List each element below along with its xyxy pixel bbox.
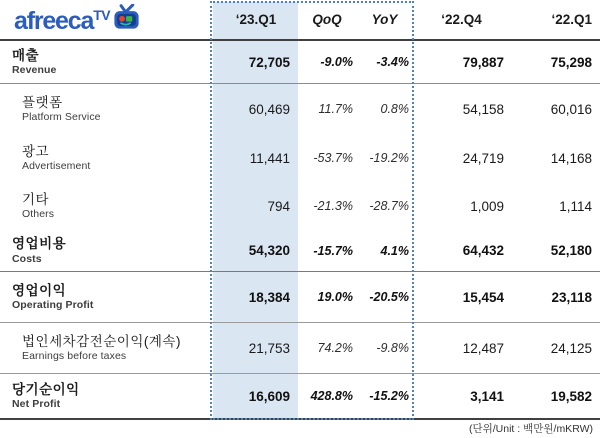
logo-wordmark: afreeca$^{TV}$	[14, 6, 111, 35]
cell-value: 52,180	[550, 243, 592, 258]
cell-qoq: 428.8%	[310, 389, 353, 403]
row-label	[0, 334, 213, 363]
cell-yoy: -20.5%	[369, 290, 409, 304]
row-label-en: Platform Service	[22, 111, 101, 124]
cell-value: 24,719	[462, 150, 504, 166]
table-row-platform	[0, 84, 600, 134]
row-label-kr: 법인세차감전순이익(계속)	[22, 333, 181, 349]
row-label-en: Advertisement	[22, 160, 91, 173]
row-label-kr: 영업비용	[12, 236, 67, 252]
cell-value: 75,298	[550, 54, 592, 70]
row-label-en: Revenue	[12, 64, 57, 77]
table-row-others	[0, 182, 600, 230]
cell-value: 16,609	[248, 388, 290, 404]
cell-value: 15,454	[462, 289, 504, 305]
cell-value: 14,168	[550, 150, 592, 166]
cell-qoq: -53.7%	[313, 151, 353, 165]
cell-value: 72,705	[248, 54, 290, 70]
table-row-operating-profit	[0, 272, 600, 323]
row-label-kr: 매출	[12, 47, 40, 63]
cell-value: 24,125	[550, 340, 592, 356]
afreecatv-mascot-tv-icon	[113, 4, 140, 35]
row-label-en: Operating Profit	[12, 299, 94, 312]
cell-value: 54,320	[248, 243, 290, 258]
cell-value: 79,887	[462, 54, 504, 70]
cell-value: 18,384	[248, 289, 290, 305]
cell-value: 794	[267, 198, 290, 214]
cell-yoy: -19.2%	[369, 151, 409, 165]
row-label-kr: 당기순이익	[12, 381, 80, 397]
cell-value: 21,753	[248, 340, 290, 356]
cell-yoy: -15.2%	[369, 389, 409, 403]
cell-qoq: 11.7%	[318, 102, 353, 116]
row-label-en: Costs	[12, 252, 42, 265]
row-label	[0, 236, 213, 265]
unit-note: (단위/Unit : 백만원/mKRW)	[468, 423, 593, 435]
cell-value: 60,016	[550, 101, 592, 117]
table-row-costs	[0, 230, 600, 272]
column-header-22q1: ‘22.Q1	[551, 12, 592, 27]
row-label	[0, 283, 213, 312]
logo-tv-superscript: TV	[93, 6, 111, 23]
row-label-kr: 광고	[22, 143, 50, 159]
cell-yoy: -9.8%	[376, 341, 409, 355]
cell-yoy: 0.8%	[380, 102, 409, 116]
table-row-advertisement	[0, 134, 600, 182]
row-label	[0, 382, 213, 411]
row-label-en: Others	[22, 208, 55, 221]
column-header-yoy: YoY	[371, 12, 398, 27]
column-header-qoq: QoQ	[312, 12, 342, 27]
row-label-en: Earnings before taxes	[22, 350, 127, 363]
cell-qoq: 74.2%	[317, 341, 353, 355]
cell-value: 23,118	[551, 289, 592, 305]
cell-qoq: -15.7%	[313, 243, 353, 258]
cell-qoq: -21.3%	[313, 199, 353, 213]
cell-value: 11,441	[249, 150, 290, 166]
row-label-en: Net Profit	[12, 398, 61, 411]
cell-yoy: -3.4%	[376, 55, 409, 69]
cell-value: 19,582	[550, 388, 592, 404]
cell-value: 1,114	[559, 198, 592, 214]
row-label-kr: 플랫폼	[22, 94, 63, 110]
table-row-net-profit	[0, 374, 600, 420]
cell-yoy: 4.1%	[380, 243, 409, 258]
cell-yoy: -28.7%	[369, 199, 409, 213]
table-row-revenue	[0, 41, 600, 84]
table-row-earnings-before-taxes	[0, 323, 600, 374]
cell-qoq: 19.0%	[317, 290, 353, 304]
afreecatv-logo	[0, 0, 213, 41]
row-label-kr: 영업이익	[12, 282, 67, 298]
cell-value: 1,009	[470, 198, 504, 214]
cell-value: 64,432	[462, 243, 504, 258]
row-label	[0, 144, 213, 173]
cell-value: 12,487	[462, 340, 504, 356]
row-label	[0, 192, 213, 221]
cell-value: 60,469	[248, 101, 290, 117]
column-header-23q1: ‘23.Q1	[235, 12, 277, 27]
cell-qoq: -9.0%	[320, 55, 353, 69]
row-label-kr: 기타	[22, 191, 50, 207]
cell-value: 3,141	[470, 388, 504, 404]
cell-value: 54,158	[462, 101, 504, 117]
row-label	[0, 48, 213, 77]
column-header-22q4: ‘22.Q4	[441, 12, 482, 27]
row-label	[0, 95, 213, 124]
table-header-row	[0, 0, 600, 41]
